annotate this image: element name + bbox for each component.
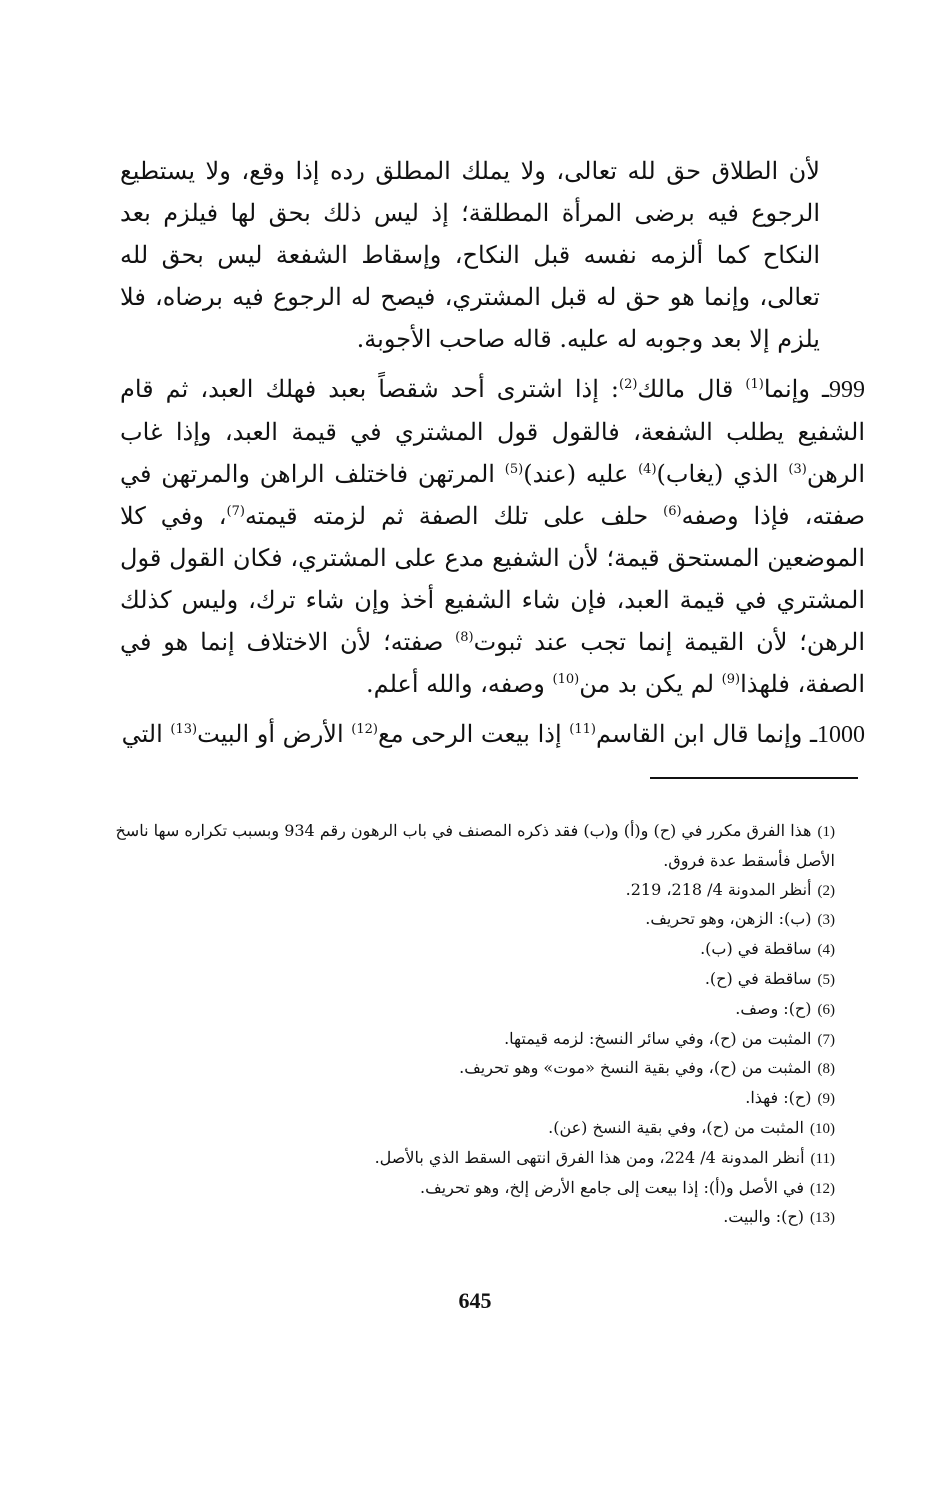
footnote-ref: (7) [226,504,245,519]
footnote-text: أنظر المدونة 4/ 224، ومن هذا الفرق انتهى السقط الذي بالأصل. [374,1147,805,1167]
paragraph-1000 [120,713,865,756]
footnote-ref: (5) [504,462,524,477]
footnote-number: (9) [817,1091,835,1108]
paragraph-999 [120,368,865,705]
footnote [100,905,835,935]
footnote-text: (ح): وصف. [735,998,812,1018]
paragraph-number: 1000 [817,722,865,748]
text-run: حلف على تلك الصفة ثم لزمته قيمته [244,502,664,530]
footnote [100,1025,835,1055]
paragraph-continuation: لأن الطلاق حق لله تعالى، ولا يملك المطلق رده إذا وقع، ولا يستطيع الرجوع فيه برضى المرأة المطلقة؛ إذ ليس ذلك بحق لها فيلزم بعد النكاح كما ألزمه نفسه قبل النكاح، وإسقاط الشفعة ليس بحق لله تعالى، وإنما هو حق له قبل المشتري، فيصح له الرجوع فيه برضاه، فلا يلزم إلا بعد وجوبه له عليه. قاله صاحب الأجوبة. [120,157,820,353]
footnote-text: (ح): فهذا. [745,1088,812,1108]
footnote-ref: (2) [618,377,638,392]
footnote-ref: (10) [552,672,580,687]
footnotes [100,817,835,1233]
footnote [100,1054,835,1084]
footnote [100,935,835,965]
text-run: عليه (عند) [523,460,639,488]
text-run: ـ وإنما [763,375,829,403]
footnote-ref: (13) [170,722,198,737]
footnote-text: في الأصل و(أ): إذا بيعت إلى جامع الأرض إلخ، وهو تحريف. [420,1177,804,1197]
text-run: قال مالك [637,375,746,403]
footnote-ref: (4) [638,462,657,477]
footnote [100,1174,835,1204]
text-run: التي [121,720,171,748]
text-run: : إذا اشترى أحد شقصاً بعبد فهلك العبد، ثم قام الشفيع يطلب الشفعة، فالقول قول المشتري في قيمة العبد، وإذا غاب الرهن [120,375,865,488]
text-run: المرتهن فاختلف الراهن والمرتهن في صفته، فإذا وصفه [120,460,865,530]
text-run: وصفه، والله أعلم. [366,670,553,698]
footnote-number: (13) [810,1210,835,1227]
footnote-ref: (9) [721,672,741,687]
footnote-text: أنظر المدونة 4/ 218، 219. [625,879,812,899]
footnote-ref: (8) [455,630,474,645]
footnote-ref: (12) [351,722,378,737]
footnote-number: (7) [817,1031,835,1048]
footnote-ref: (6) [663,504,682,519]
footnote [100,1144,835,1174]
footnote-text: ساقطة في (ح). [704,968,812,988]
footnote-number: (12) [810,1180,835,1197]
footnote [100,1084,835,1114]
text-run: لم يكن بد من [579,670,722,698]
footnote-number: (4) [817,942,835,959]
footnote-number: (3) [817,912,835,929]
footnote-text: المثبت من (ح)، وفي بقية النسخ (عن). [548,1117,804,1137]
footnote-number: (10) [810,1120,835,1137]
footnote-number: (1) [817,824,835,840]
text-run: ، وفي كلا الموضعين المستحق قيمة؛ لأن الشفيع مدع على المشتري، فكان القول قول المشتري في قيمة العبد، فإن شاء الشفيع أخذ وإن شاء ترك، وليس كذلك الرهن؛ لأن القيمة إنما تجب عند ثبوت [120,502,865,656]
footnote-text: (ح): والبيت. [723,1207,804,1227]
text-run: ـ وإنما قال ابن القاسم [595,720,817,748]
footnote [100,965,835,995]
main-text [120,150,865,764]
footnote-number: (6) [817,1001,835,1018]
footnote [100,995,835,1025]
footnote-ref: (11) [569,722,596,737]
footnote-number: (2) [817,882,835,899]
footnote-text: المثبت من (ح)، وفي سائر النسخ: لزمه قيمتها. [504,1028,812,1048]
footnote-separator [650,777,858,779]
text-run: صفته؛ لأن الاختلاف إنما هو في الصفة، فلهذا [120,628,865,698]
footnote-text: (ب): الزهن، وهو تحريف. [645,909,812,929]
footnote-number: (8) [817,1061,835,1078]
footnote-text: ساقطة في (ب). [700,939,812,959]
page-number: 645 [458,1288,492,1313]
footnote-text: المثبت من (ح)، وفي بقية النسخ «موت» وهو تحريف. [459,1058,812,1078]
footnote [100,876,835,906]
footnote-number: (5) [817,971,835,988]
footnote [100,1203,835,1233]
footnote [100,817,835,876]
footnote-number: (11) [810,1150,835,1167]
footnote [100,1114,835,1144]
paragraph-number: 999 [828,377,865,403]
footnote-ref: (1) [745,377,764,392]
text-run: الذي (يغاب) [656,460,789,488]
text-run: إذا بيعت الرحى مع [377,720,570,748]
footnote-ref: (3) [788,462,807,477]
text-run: الأرض أو البيت [197,720,352,748]
footnote-text: هذا الفرق مكرر في (ح) و(أ) و(ب) فقد ذكره المصنف في باب الرهون رقم 934 وبسبب تكراره سها ناسخ الأصل فأسقط عدة فروق. [115,821,835,870]
